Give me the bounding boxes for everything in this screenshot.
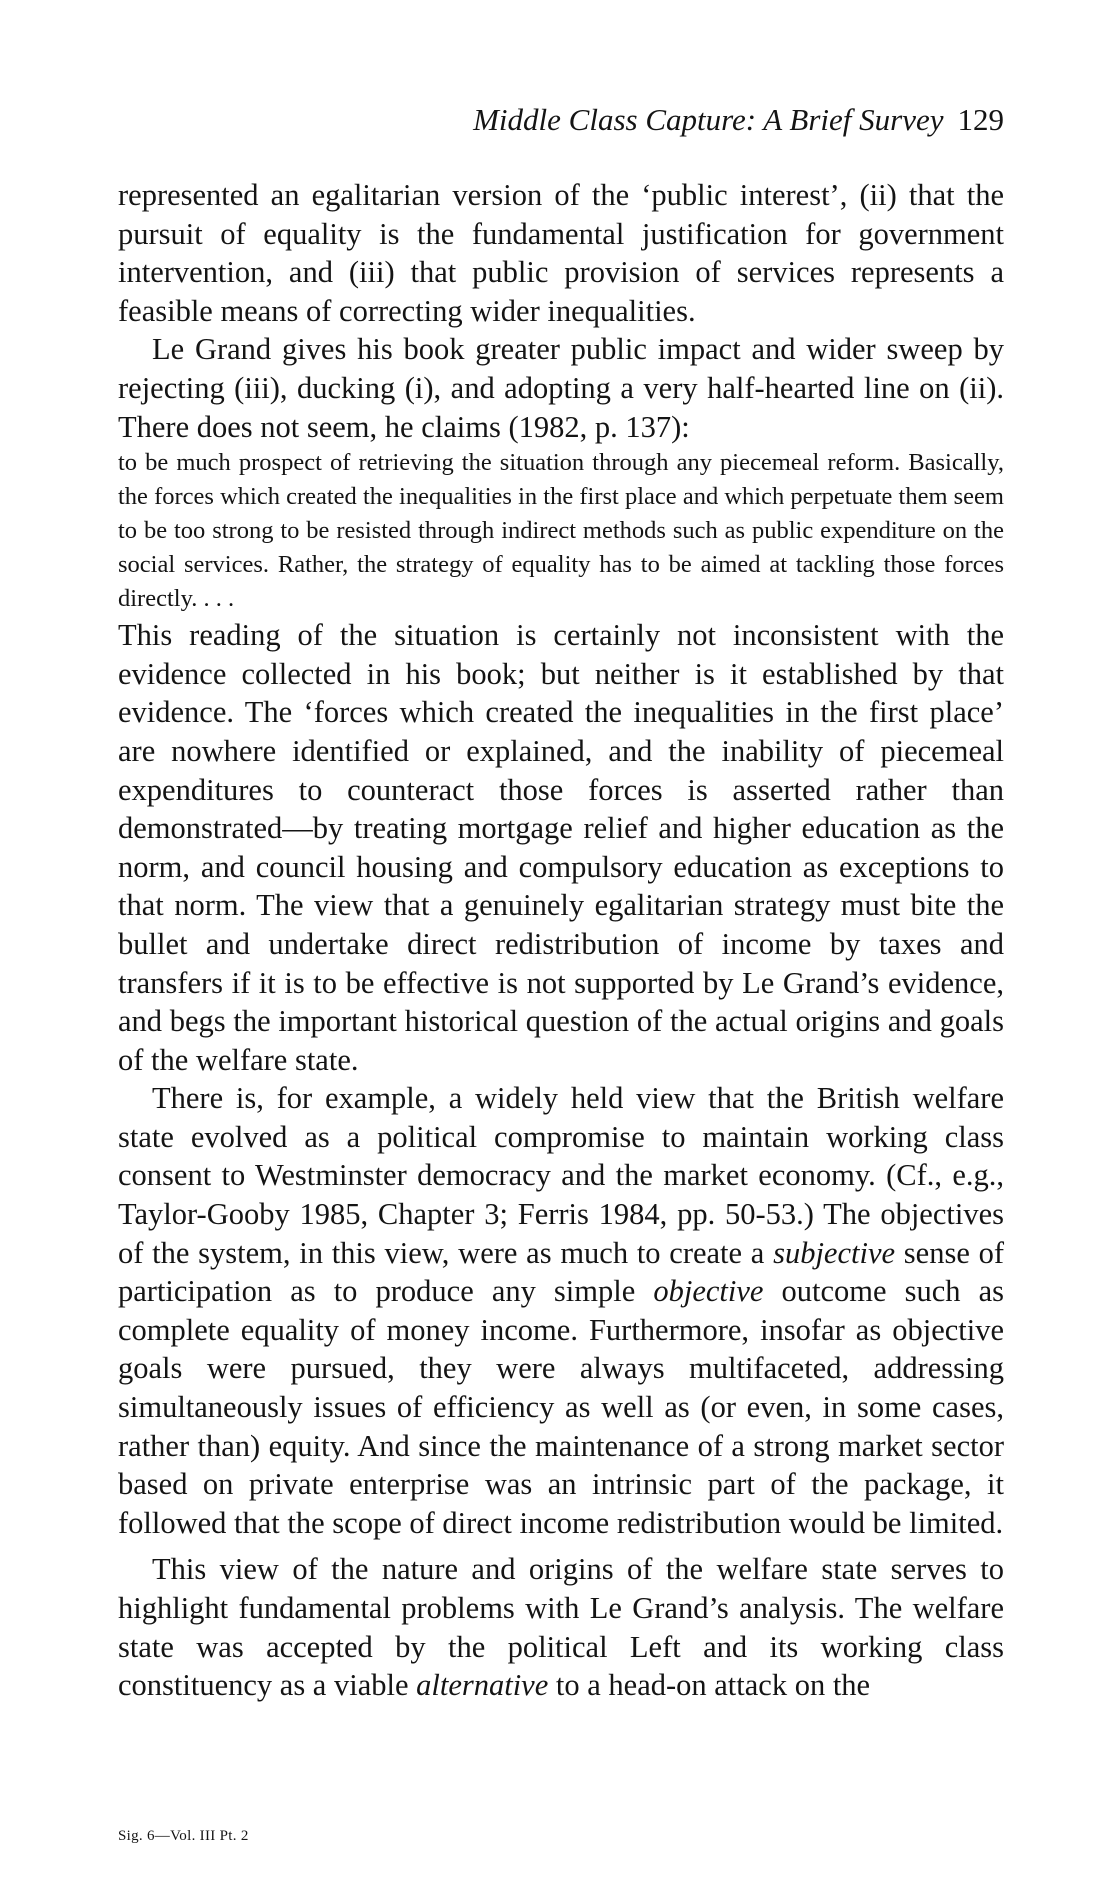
emphasis-subjective: subjective <box>773 1235 896 1270</box>
body-text <box>118 176 1004 1705</box>
paragraph-le-grand: Le Grand gives his book greater public impact and wider sweep by rejecting (iii), ducking (i), and adopting a very half-hearted line on (ii). There does not seem, he claims (1982, p. 137): <box>118 332 1004 444</box>
paragraph-nature-origins: This view of the nature and origins of the welfare state serves to highlight fundamental problems with Le Grand’s analysis. The welfare state was accepted by the political Left and its working class constituency as a viable alternative to a head-on attack on the <box>118 1552 1004 1703</box>
paragraph-widely-held-view: There is, for example, a widely held view that the British welfare state evolved as a political compromise to maintain working class consent to Westminster democracy and the market economy. (Cf., e.g., Taylor-Gooby 1985, Chapter 3; Ferris 1984, pp. 50-53.) The objectives of the system, in this view, were as much to create a subjective sense of participation as to produce any simple objective outcome such as complete equality of money income. Furthermore, insofar as objective goals were pursued, they were always multifaceted, addressing simultaneously issues of efficiency as well as (or even, in some cases, rather than) equity. And since the maintenance of a strong market sector based on private enterprise was an intrinsic part of the package, it followed that the scope of direct income redistribution would be limited. <box>118 1081 1005 1540</box>
paragraph-continued: represented an egalitarian version of the ‘public interest’, (ii) that the pursuit of equality is the fundamental justification for government intervention, and (iii) that public provision of services represents a feasible means of correcting wider inequalities. <box>118 178 1004 328</box>
signature-mark: Sig. 6—Vol. III Pt. 2 <box>118 1828 249 1844</box>
emphasis-objective: objective <box>653 1274 764 1309</box>
page-number: 129 <box>957 102 1004 137</box>
paragraph-reading: This reading of the situation is certainly not inconsistent with the evidence collected in his book; but neither is it established by that evidence. The ‘forces which created the inequalities in the first place’ are nowhere identified or explained, and the inability of piecemeal expenditures to counteract those forces is asserted rather than demonstrated—by treating mortgage relief and higher education as the norm, and council housing and compulsory education as exceptions to that norm. The view that a genuinely egalitarian strategy must bite the bullet and undertake direct redistribution of income by taxes and transfers if it is to be effective is not supported by Le Grand’s evidence, and begs the important historical question of the actual origins and goals of the welfare state. <box>118 618 1004 1077</box>
block-quote: to be much prospect of retrieving the situation through any piecemeal reform. Basically, the forces which created the inequalities in the first place and which perpetuate them seem to be too strong to be resisted through indirect methods such as public expenditure on the social services. Rather, the strategy of equality has to be aimed at tackling those forces directly. . . . <box>118 449 1004 613</box>
emphasis-alternative: alternative <box>416 1668 549 1703</box>
running-title: Middle Class Capture: A Brief Survey <box>473 102 944 137</box>
running-header <box>118 100 1004 140</box>
